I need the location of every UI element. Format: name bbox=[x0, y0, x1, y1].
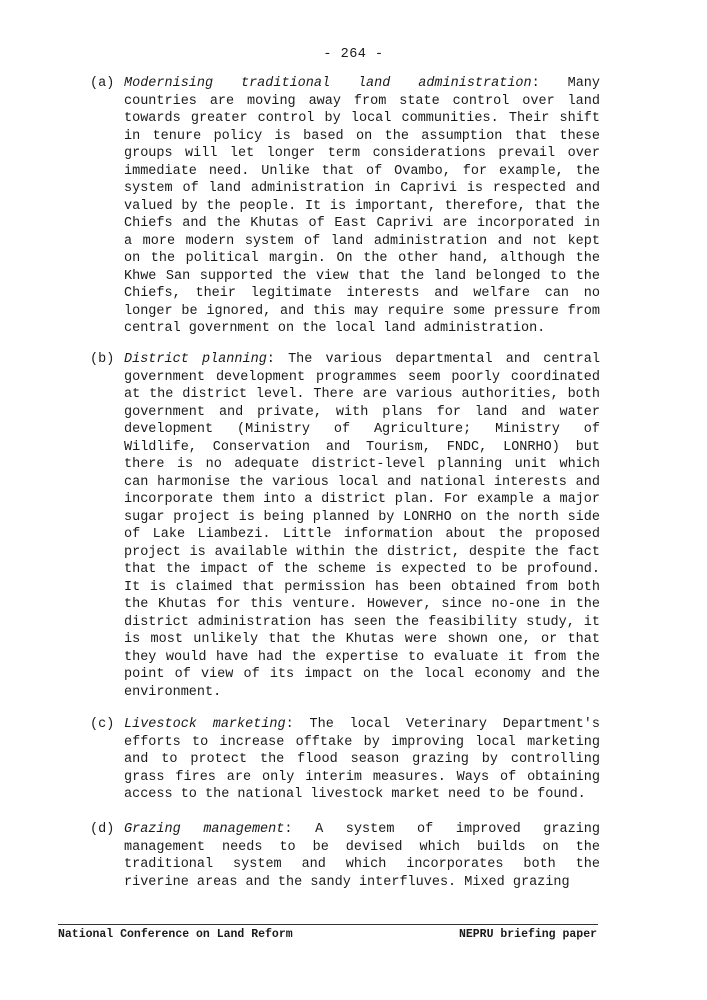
section-label: (c) bbox=[90, 717, 115, 732]
footer-paper-title: NEPRU briefing paper bbox=[458, 928, 597, 941]
section-title: Grazing management bbox=[124, 822, 285, 837]
section-text: : Many countries are moving away from state control over land towards greater control by local communities. Their shift in tenure policy is based on the assumption that these groups will let longer term considerations prevail over immediate need. Unlike that of Ovambo, for example, the system of land administration in Caprivi is respected and valued by the people. It is important, therefore, that the Chiefs and the Khutas of East Caprivi are incorporated in a more modern system of land administration and not kept on the political margin. On the other hand, although the Khwe San supported the view that the land belonged to the Chiefs, their legitimate interests and welfare can no longer be ignored, and this may require some pressure from central government on the local land administration. bbox=[124, 76, 601, 336]
section-a bbox=[80, 75, 600, 340]
section-body bbox=[124, 821, 600, 891]
section-title: Livestock marketing bbox=[124, 717, 286, 732]
section-title: Modernising traditional land administration bbox=[124, 76, 532, 91]
section-text: : The various departmental and central government development programmes seem poorly coordinated at the district level. There are various authorities, both government and private, with plans for land and water development (Ministry of Agriculture; Ministry of Wildlife, Conservation and Tourism, FNDC, LONRHO) but there is no adequate district-level planning unit which can harmonise the various local and national interests and incorporate them into a district plan. For example a major sugar project is being planned by LONRHO on the north side of Lake Liambezi. Little information about the proposed project is available within the district, despite the fact that the impact of the scheme is expected to be profound. It is claimed that permission has been obtained from both the Khutas for this venture. However, since no-one in the district administration has seen the feasibility study, it is most unlikely that the Khutas were shown one, or that they would have had the expertise to evaluate it from the point of view of its impact on the local economy and the environment. bbox=[124, 352, 600, 700]
section-label: (d) bbox=[90, 822, 115, 837]
section-label: (b) bbox=[90, 352, 115, 367]
section-label: (a) bbox=[90, 76, 115, 91]
footer-divider bbox=[58, 924, 598, 925]
section-body bbox=[124, 75, 600, 338]
section-text: : The local Veterinary Department's efforts to increase offtake by improving local marketing and to protect the flood season grazing by controlling grass fires are only interim measures. Ways of obtaining access to the national livestock market need to be found. bbox=[124, 717, 600, 802]
section-body bbox=[124, 716, 600, 804]
section-title: District planning bbox=[124, 352, 267, 367]
section-text: : A system of improved grazing management needs to be devised which builds on the traditional system and which incorporates both the riverine areas and the sandy interfluves. Mixed grazing bbox=[124, 822, 601, 890]
section-body bbox=[124, 351, 600, 701]
section-c bbox=[80, 716, 600, 806]
footer-conference-title: National Conference on Land Reform bbox=[58, 928, 293, 941]
page-number: - 264 - bbox=[323, 47, 384, 62]
section-b bbox=[80, 351, 600, 706]
section-d bbox=[80, 821, 600, 896]
